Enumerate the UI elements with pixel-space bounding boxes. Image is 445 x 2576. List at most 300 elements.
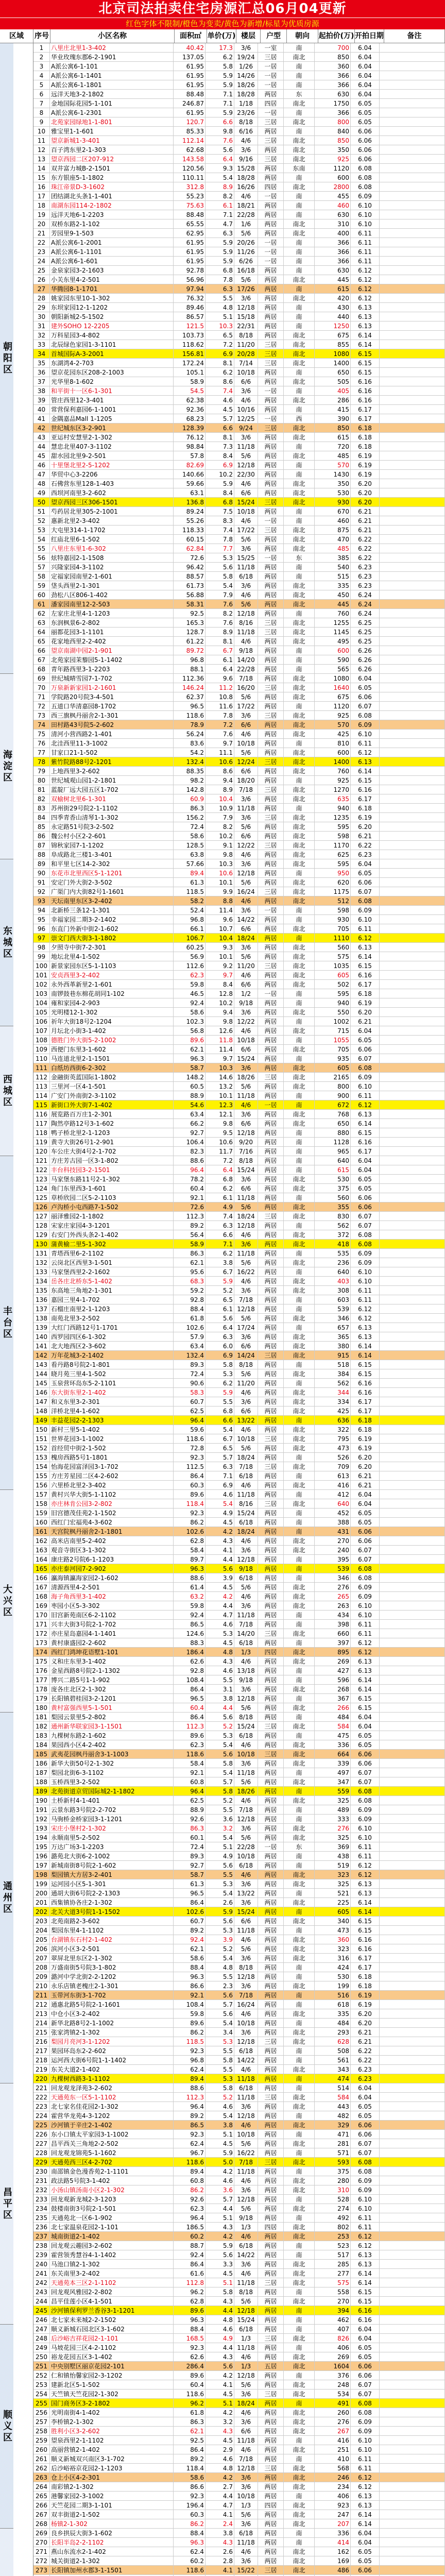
- row-number: 37: [33, 377, 50, 386]
- row-auction-date: 6.06: [351, 2362, 380, 2370]
- row-floor: 6/18: [234, 1573, 258, 1582]
- row-unit-price: 5.2: [206, 2093, 234, 2102]
- row-note: [380, 1777, 445, 1786]
- row-floor: 5/6: [234, 1314, 258, 1323]
- row-area: 156.81: [174, 349, 206, 358]
- row-community-name: 杨镇2-1-302: [50, 2519, 174, 2528]
- row-note: [380, 2547, 445, 2556]
- row-number: 46: [33, 461, 50, 469]
- row-start-price: 628: [315, 2037, 351, 2046]
- row-layout: 两居: [258, 1991, 284, 1999]
- table-row: [33, 2380, 445, 2389]
- row-floor: 4/6: [234, 2232, 258, 2241]
- row-start-price: 650: [315, 368, 351, 377]
- row-note: [380, 2065, 445, 2074]
- row-direction: 南北: [284, 2464, 315, 2472]
- row-auction-date: 6.18: [351, 1972, 380, 1981]
- row-start-price: 519: [315, 1861, 351, 1870]
- row-direction: 南北: [284, 1008, 315, 1016]
- row-area: 62.37: [174, 692, 206, 701]
- row-area: 106.7: [174, 934, 206, 942]
- row-auction-date: 6.09: [351, 2417, 380, 2426]
- row-direction: 南北: [284, 488, 315, 497]
- row-direction: 南北: [284, 943, 315, 952]
- row-unit-price: 8.2: [206, 822, 234, 831]
- row-area: 61.22: [174, 637, 206, 646]
- row-direction: 南北: [284, 2352, 315, 2361]
- row-start-price: 400: [315, 229, 351, 238]
- row-floor: 9/16: [234, 155, 258, 163]
- row-number: 144: [33, 1369, 50, 1378]
- row-direction: 南: [284, 1768, 315, 1777]
- row-unit-price: 4.4: [206, 1601, 234, 1610]
- row-unit-price: 5.6: [206, 1713, 234, 1721]
- row-unit-price: 4.3: [206, 1536, 234, 1545]
- row-note: [380, 321, 445, 330]
- row-layout: 两居: [258, 2306, 284, 2315]
- row-direction: 南: [284, 739, 315, 748]
- row-direction: 南: [284, 1416, 315, 1425]
- row-floor: 9/18: [234, 998, 258, 1007]
- row-floor: 23/26: [234, 108, 258, 117]
- row-note: [380, 1073, 445, 1081]
- row-layout: 三居: [258, 757, 284, 766]
- row-number: 259: [33, 2436, 50, 2445]
- row-layout: 两居: [258, 1008, 284, 1016]
- row-auction-date: 6.06: [351, 1536, 380, 1545]
- row-note: [380, 544, 445, 553]
- row-note: [380, 2028, 445, 2037]
- row-note: [380, 2139, 445, 2148]
- row-auction-date: 6.15: [351, 359, 380, 367]
- row-note: [380, 646, 445, 655]
- row-layout: 三居: [258, 349, 284, 358]
- row-community-name: 新华北路8号2-1-1002: [50, 2019, 174, 2027]
- table-row: [33, 2538, 445, 2547]
- row-unit-price: 12.1: [206, 1110, 234, 1118]
- row-area: 96.3: [174, 1054, 206, 1063]
- row-direction: 南北: [284, 1369, 315, 1378]
- row-direction: 南北: [284, 1583, 315, 1591]
- row-start-price: 660: [315, 1629, 351, 1638]
- row-unit-price: 10.2: [206, 470, 234, 479]
- row-note: [380, 1694, 445, 1703]
- row-area: 137.05: [174, 53, 206, 61]
- row-auction-date: 6.21: [351, 2037, 380, 2046]
- row-start-price: 670: [315, 507, 351, 516]
- row-unit-price: 4.2: [206, 1592, 234, 1601]
- table-row: [33, 1100, 445, 1110]
- row-note: [380, 1416, 445, 1425]
- table-row: [33, 1991, 445, 2000]
- row-area: 92.7: [174, 1128, 206, 1137]
- row-note: [380, 1935, 445, 1944]
- row-floor: 6/18: [234, 2529, 258, 2537]
- row-community-name: 怡海花园富泽园3-1-702: [50, 1462, 174, 1471]
- row-auction-date: 6.11: [351, 1286, 380, 1295]
- row-community-name: 西集镇协各庄2-1-302: [50, 1898, 174, 1907]
- table-row: [33, 2241, 445, 2250]
- table-row: [33, 136, 445, 145]
- row-note: [380, 785, 445, 794]
- row-number: 3: [33, 62, 50, 71]
- row-unit-price: 14.6: [206, 1073, 234, 1081]
- row-direction: 南: [284, 1379, 315, 1387]
- row-direction: 南: [284, 266, 315, 275]
- row-area: 89.2: [174, 2111, 206, 2120]
- row-number: 121: [33, 1156, 50, 1165]
- row-note: [380, 1583, 445, 1591]
- table-row: [33, 405, 445, 414]
- table-row: [33, 2121, 445, 2130]
- row-auction-date: 6.15: [351, 1703, 380, 1712]
- row-note: [380, 2556, 445, 2565]
- row-auction-date: 6.05: [351, 2547, 380, 2556]
- row-direction: 南北: [284, 859, 315, 868]
- row-area: 58.6: [174, 2473, 206, 2482]
- row-floor: 16/22: [234, 2148, 258, 2157]
- row-start-price: 613: [315, 1471, 351, 1480]
- row-auction-date: 6.12: [351, 1648, 380, 1656]
- row-floor: 12/18: [234, 609, 258, 618]
- row-direction: 南北: [284, 1981, 315, 1990]
- row-direction: 南: [284, 1221, 315, 1230]
- row-start-price: 760: [315, 609, 351, 618]
- row-note: [380, 1240, 445, 1248]
- row-number: 202: [33, 1907, 50, 1916]
- table-row: [33, 609, 445, 618]
- row-direction: 南北: [284, 2547, 315, 2556]
- row-floor: 7/18: [234, 2454, 258, 2463]
- row-unit-price: 3.6: [206, 2185, 234, 2194]
- row-start-price: 615: [315, 284, 351, 293]
- row-auction-date: 6.14: [351, 1342, 380, 1350]
- row-start-price: 930: [315, 498, 351, 506]
- row-direction: 南: [284, 192, 315, 200]
- row-community-name: 鸭子桥北里2-1-1203: [50, 1128, 174, 1137]
- row-number: 200: [33, 1889, 50, 1897]
- row-number: 181: [33, 1713, 50, 1721]
- row-auction-date: 6.08: [351, 896, 380, 905]
- row-start-price: 434: [315, 1611, 351, 1619]
- row-number: 206: [33, 1944, 50, 1953]
- row-layout: 三居: [258, 1434, 284, 1443]
- row-unit-price: 11.2: [206, 683, 234, 692]
- row-number: 86: [33, 832, 50, 840]
- row-auction-date: 6.11: [351, 1629, 380, 1638]
- row-community-name: 梨园东里4-1-1102: [50, 1926, 174, 1935]
- row-note: [380, 2232, 445, 2241]
- row-note: [380, 1740, 445, 1749]
- row-auction-date: 6.14: [351, 2510, 380, 2519]
- row-note: [380, 832, 445, 840]
- row-area: 143.58: [174, 155, 206, 163]
- row-note: [380, 1917, 445, 1925]
- row-note: [380, 1638, 445, 1647]
- row-note: [380, 1091, 445, 1100]
- row-layout: 两居: [258, 1091, 284, 1100]
- row-note: [380, 2501, 445, 2510]
- table-row: [33, 563, 445, 572]
- row-unit-price: 4.6: [206, 2102, 234, 2111]
- row-auction-date: 6.06: [351, 2371, 380, 2380]
- row-community-name: 潞苑北大街6-2-1002: [50, 1852, 174, 1860]
- row-area: 96.4: [174, 1787, 206, 1795]
- row-unit-price: 4.9: [206, 2334, 234, 2343]
- row-community-name: 东大街东里2-1-402: [50, 1388, 174, 1397]
- row-layout: 两居: [258, 1036, 284, 1044]
- row-note: [380, 1323, 445, 1332]
- row-start-price: 495: [315, 637, 351, 646]
- row-start-price: 277: [315, 2269, 351, 2278]
- row-community-name: 沙河镇保利罗兰香谷3-1-1201: [50, 2306, 174, 2315]
- row-area: 62.6: [174, 2352, 206, 2361]
- row-community-name: 九棵树东路2-1-602: [50, 1731, 174, 1740]
- row-direction: 南北: [284, 2037, 315, 2046]
- row-note: [380, 99, 445, 108]
- row-note: [380, 1833, 445, 1842]
- row-direction: 南: [284, 998, 315, 1007]
- row-direction: 南北: [284, 2334, 315, 2343]
- table-row: [33, 1110, 445, 1119]
- table-row: [33, 2213, 445, 2223]
- row-layout: 两居: [258, 1611, 284, 1619]
- row-floor: 6/18: [234, 2083, 258, 2092]
- row-number: 28: [33, 294, 50, 302]
- row-number: 148: [33, 1406, 50, 1415]
- row-unit-price: 5.6: [206, 145, 234, 154]
- table-row: [33, 2427, 445, 2436]
- row-auction-date: 6.09: [351, 1073, 380, 1081]
- row-area: 65.55: [174, 219, 206, 228]
- row-start-price: 940: [315, 804, 351, 812]
- row-area: 89.6: [174, 2019, 206, 2027]
- row-direction: 南北: [284, 1546, 315, 1554]
- row-floor: 3/6: [234, 581, 258, 590]
- row-area: 58.6: [174, 1008, 206, 1016]
- row-layout: 两居: [258, 646, 284, 655]
- row-direction: 南北: [284, 1796, 315, 1805]
- row-area: 118.6: [174, 1434, 206, 1443]
- row-unit-price: 5.8: [206, 2287, 234, 2296]
- row-number: 105: [33, 1008, 50, 1016]
- table-row: [33, 2519, 445, 2529]
- row-floor: 6/6: [234, 720, 258, 729]
- table-row: [33, 1648, 445, 1657]
- row-start-price: 390: [315, 414, 351, 423]
- row-floor: 10/18: [234, 2492, 258, 2500]
- table-row: [33, 1434, 445, 1444]
- row-community-name: 甜水园北里9-2-501: [50, 451, 174, 460]
- row-note: [380, 1713, 445, 1721]
- row-direction: 南北: [284, 182, 315, 191]
- table-row: [33, 423, 445, 433]
- row-layout: 两居: [258, 1045, 284, 1054]
- row-floor: 5/6: [234, 1703, 258, 1712]
- table-row: [33, 2362, 445, 2371]
- table-row: [33, 2325, 445, 2334]
- row-start-price: 344: [315, 1388, 351, 1397]
- row-area: 89.6: [174, 2306, 206, 2315]
- row-auction-date: 6.09: [351, 1592, 380, 1601]
- row-floor: 3/6: [234, 2556, 258, 2565]
- row-unit-price: 6.9: [206, 1351, 234, 1360]
- table-row: [33, 859, 445, 869]
- row-area: 75.63: [174, 201, 206, 210]
- row-unit-price: 7.9: [206, 813, 234, 822]
- row-layout: 两居: [258, 488, 284, 497]
- table-row: [33, 1722, 445, 1731]
- row-layout: 三居: [258, 618, 284, 627]
- row-auction-date: 6.10: [351, 219, 380, 228]
- row-layout: 两居: [258, 2260, 284, 2268]
- row-start-price: 593: [315, 2158, 351, 2166]
- row-auction-date: 6.07: [351, 1054, 380, 1063]
- row-layout: 两居: [258, 1193, 284, 1202]
- row-floor: 15/24: [234, 1907, 258, 1916]
- row-layout: 两居: [258, 1202, 284, 1211]
- row-layout: 三居: [258, 2093, 284, 2102]
- row-floor: 6/18: [234, 2241, 258, 2250]
- row-auction-date: 6.22: [351, 544, 380, 553]
- row-start-price: 372: [315, 1230, 351, 1239]
- row-floor: 5/6: [234, 2510, 258, 2519]
- row-community-name: 旧宫新苑南区6-2-1102: [50, 1611, 174, 1619]
- row-number: 165: [33, 1564, 50, 1573]
- row-number: 241: [33, 2269, 50, 2278]
- row-community-name: 梨园北街6-3-1102: [50, 1768, 174, 1777]
- table-row: [33, 1221, 445, 1230]
- row-floor: 10/18: [234, 739, 258, 748]
- row-unit-price: 13.2: [206, 1082, 234, 1091]
- row-area: 92.3: [174, 2130, 206, 2139]
- row-auction-date: 6.13: [351, 2492, 380, 2500]
- row-floor: 17/24: [234, 1323, 258, 1332]
- row-floor: 3/6: [234, 1008, 258, 1016]
- row-unit-price: 9.2: [206, 961, 234, 970]
- row-community-name: 嘉园三里4-1-702: [50, 1295, 174, 1304]
- row-direction: 南: [284, 442, 315, 451]
- row-layout: 两居: [258, 1620, 284, 1629]
- row-note: [380, 1573, 445, 1582]
- row-start-price: 360: [315, 62, 351, 71]
- row-layout: 两居: [258, 312, 284, 321]
- row-area: 89.46: [174, 303, 206, 312]
- row-community-name: 清河小营西路2-1-401: [50, 730, 174, 738]
- row-number: 258: [33, 2427, 50, 2435]
- row-start-price: 225: [315, 1898, 351, 1907]
- row-floor: 7/18: [234, 785, 258, 794]
- row-layout: 两居: [258, 2083, 284, 2092]
- row-start-price: 826: [315, 2334, 351, 2343]
- row-layout: 两居: [258, 1509, 284, 1517]
- row-auction-date: 6.26: [351, 646, 380, 655]
- row-area: 58.6: [174, 1954, 206, 1962]
- row-direction: 南北: [284, 1230, 315, 1239]
- row-start-price: 350: [315, 479, 351, 488]
- row-auction-date: 6.11: [351, 739, 380, 748]
- row-start-price: 800: [315, 117, 351, 126]
- row-number: 273: [33, 2566, 50, 2574]
- row-floor: 15/18: [234, 312, 258, 321]
- row-start-price: 263: [315, 1601, 351, 1610]
- row-number: 14: [33, 164, 50, 173]
- row-unit-price: 6.7: [206, 1267, 234, 1276]
- table-row: [33, 1026, 445, 1036]
- row-direction: 南北: [284, 2093, 315, 2102]
- row-start-price: 558: [315, 2287, 351, 2296]
- row-community-name: 东润枫景6-2-802: [50, 618, 174, 627]
- row-layout: 两居: [258, 943, 284, 952]
- row-auction-date: 6.06: [351, 155, 380, 163]
- row-layout: 两居: [258, 1054, 284, 1063]
- row-area: 86.4: [174, 1898, 206, 1907]
- row-number: 88: [33, 850, 50, 859]
- row-direction: 南: [284, 609, 315, 618]
- row-auction-date: 6.09: [351, 192, 380, 200]
- row-unit-price: 8.1: [206, 433, 234, 442]
- row-community-name: 黄村富强西里5-1-501: [50, 1703, 174, 1712]
- row-start-price: 709: [315, 1462, 351, 1471]
- row-direction: 南北: [284, 2139, 315, 2148]
- row-area: 132.4: [174, 757, 206, 766]
- row-floor: 4/6: [234, 396, 258, 404]
- row-start-price: 664: [315, 1750, 351, 1758]
- row-note: [380, 1156, 445, 1165]
- row-unit-price: 4.4: [206, 2306, 234, 2315]
- table-row: [33, 2223, 445, 2232]
- row-note: [380, 1397, 445, 1406]
- row-area: 96.8: [174, 915, 206, 924]
- row-layout: 四居: [258, 99, 284, 108]
- row-note: [380, 2538, 445, 2547]
- row-direction: 南北: [284, 1703, 315, 1712]
- row-number: 133: [33, 1267, 50, 1276]
- row-community-name: 城关街道2-1-302: [50, 2556, 174, 2565]
- row-unit-price: 8.6: [206, 377, 234, 386]
- row-auction-date: 6.21: [351, 832, 380, 840]
- row-community-name: 天通苑本三区2-1-1102: [50, 2278, 174, 2287]
- row-direction: 南北: [284, 1917, 315, 1925]
- row-unit-price: 5.6: [206, 563, 234, 571]
- table-row: [33, 989, 445, 998]
- row-start-price: 508: [315, 2046, 351, 2055]
- row-community-name: 花家地西里2-2-402: [50, 637, 174, 646]
- row-floor: 4/6: [234, 516, 258, 525]
- row-community-name: 大屯里314-1-1702: [50, 526, 174, 534]
- row-number: 39: [33, 396, 50, 404]
- row-auction-date: 6.05: [351, 1731, 380, 1740]
- table-row: [33, 1202, 445, 1212]
- row-unit-price: 9.7: [206, 739, 234, 748]
- row-auction-date: 6.20: [351, 498, 380, 506]
- row-start-price: 366: [315, 247, 351, 256]
- row-direction: 南北: [284, 785, 315, 794]
- row-layout: 两居: [258, 1026, 284, 1035]
- table-row: [33, 1852, 445, 1861]
- row-floor: 4/6: [234, 1870, 258, 1879]
- row-community-name: 惠新北里2-3-402: [50, 516, 174, 525]
- row-floor: 3/6: [234, 1397, 258, 1406]
- row-floor: 4/6: [234, 479, 258, 488]
- row-area: 60.9: [174, 794, 206, 803]
- row-layout: 两居: [258, 1082, 284, 1091]
- row-community-name: 朝阳新城2-5-1502: [50, 312, 174, 321]
- row-start-price: 270: [315, 2297, 351, 2306]
- row-start-price: 416: [315, 2436, 351, 2445]
- row-direction: 南北: [284, 2556, 315, 2565]
- row-auction-date: 6.12: [351, 1870, 380, 1879]
